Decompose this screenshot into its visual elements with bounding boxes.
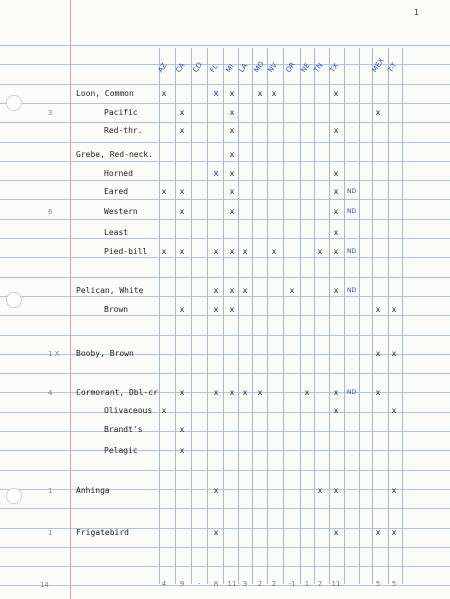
ruled-line — [0, 142, 450, 143]
ruled-line — [0, 238, 450, 239]
pencil-note: 1 X — [48, 350, 60, 358]
ruled-line — [0, 122, 450, 123]
species-name: Pacific — [104, 108, 138, 117]
ruled-line — [0, 257, 450, 258]
presence-mark: x — [257, 89, 263, 98]
column-line — [359, 48, 360, 584]
pencil-note: 1 — [48, 487, 53, 495]
ruled-line — [0, 412, 450, 413]
column-total: 1 — [304, 580, 310, 588]
column-total: 2 — [317, 580, 323, 588]
ruled-line — [0, 84, 450, 85]
column-total: 8 — [213, 580, 219, 588]
column-line — [207, 48, 208, 584]
column-total: 5 — [391, 580, 397, 588]
page-number: 1 — [414, 8, 420, 17]
presence-mark: x — [229, 169, 235, 178]
species-name: Anhinga — [76, 486, 110, 495]
presence-mark: x — [229, 286, 235, 295]
column-total: 3 — [242, 580, 248, 588]
column-line — [159, 48, 160, 584]
presence-mark: x — [179, 126, 185, 135]
column-line — [329, 48, 330, 584]
presence-mark: x — [333, 207, 339, 216]
presence-mark: x — [333, 486, 339, 495]
presence-mark: x — [333, 187, 339, 196]
column-total: 2 — [257, 580, 263, 588]
species-name: Frigatebird — [76, 528, 129, 537]
presence-mark: x — [213, 169, 219, 179]
nd-note: ND — [347, 248, 357, 255]
column-total: 11 — [331, 580, 341, 588]
ruled-line — [0, 315, 450, 316]
presence-mark: x — [391, 305, 397, 314]
column-line — [388, 48, 389, 584]
presence-mark: x — [229, 108, 235, 117]
presence-mark: x — [375, 388, 381, 397]
ruled-line — [0, 219, 450, 220]
species-name: Horned — [104, 169, 133, 178]
column-line — [402, 48, 403, 584]
nd-note: ND — [347, 389, 357, 396]
presence-mark: x — [179, 425, 185, 434]
column-line — [191, 48, 192, 584]
ruled-line — [0, 45, 450, 46]
nd-note: ND — [347, 208, 357, 215]
presence-mark: x — [213, 305, 219, 314]
ruled-line — [0, 566, 450, 567]
presence-mark: x — [229, 305, 235, 314]
binder-hole — [6, 95, 22, 111]
column-header: NE — [299, 61, 312, 74]
presence-mark: x — [391, 486, 397, 495]
column-line — [344, 48, 345, 584]
presence-mark: x — [213, 89, 219, 99]
column-total: - — [197, 580, 201, 588]
nd-note: ND — [347, 188, 357, 195]
column-line — [252, 48, 253, 584]
column-total: 11 — [227, 580, 237, 588]
presence-mark: x — [333, 286, 339, 295]
presence-mark: x — [229, 187, 235, 196]
species-name: Pied-bill — [104, 247, 148, 256]
presence-mark: x — [213, 286, 219, 295]
pencil-note: 1 — [48, 529, 53, 537]
presence-mark: x — [179, 108, 185, 117]
column-header: FL — [208, 62, 220, 74]
presence-mark: x — [271, 89, 277, 98]
column-header: CA — [174, 61, 187, 74]
pencil-note: 3 — [48, 109, 53, 117]
presence-mark: x — [333, 89, 339, 98]
column-line — [238, 48, 239, 584]
presence-mark: x — [229, 247, 235, 256]
column-header: OR — [284, 60, 297, 74]
column-header: LA — [237, 62, 250, 74]
presence-mark: x — [229, 150, 235, 159]
column-total: 4 — [161, 580, 167, 588]
presence-mark: x — [289, 286, 295, 295]
presence-mark: x — [333, 228, 339, 237]
ruled-line — [0, 103, 450, 104]
presence-mark: x — [161, 247, 167, 256]
column-header: AZ — [156, 61, 169, 74]
presence-mark: x — [375, 305, 381, 314]
ruled-line — [0, 508, 450, 509]
species-name: Red-thr. — [104, 126, 143, 135]
presence-mark: x — [271, 247, 277, 256]
presence-mark: x — [242, 388, 248, 397]
ruled-line — [0, 431, 450, 432]
presence-mark: x — [161, 406, 167, 415]
presence-mark: x — [161, 187, 167, 196]
pencil-note: 6 — [48, 208, 53, 216]
presence-mark: x — [375, 349, 381, 358]
column-total: -1 — [288, 580, 296, 588]
column-header: T-T — [386, 61, 399, 74]
pencil-note: 4 — [48, 389, 53, 397]
presence-mark: x — [391, 349, 397, 358]
ruled-line — [0, 450, 450, 451]
species-name: Brandt's — [104, 425, 143, 434]
presence-mark: x — [317, 486, 323, 495]
presence-mark: x — [179, 388, 185, 397]
ruled-line — [0, 161, 450, 162]
presence-mark: x — [179, 247, 185, 256]
presence-mark: x — [242, 286, 248, 295]
presence-mark: x — [333, 528, 339, 537]
column-header: TX — [328, 61, 341, 74]
column-line — [283, 48, 284, 584]
column-header: CO — [191, 60, 204, 74]
presence-mark: x — [213, 247, 219, 256]
column-total: 2 — [271, 580, 277, 588]
species-name: Grebe, Red-neck. — [76, 150, 154, 159]
species-name: Least — [104, 228, 129, 237]
presence-mark: x — [333, 388, 339, 397]
ruled-line — [0, 547, 450, 548]
presence-mark: x — [391, 406, 397, 415]
nd-note: ND — [347, 287, 357, 294]
column-header: MI — [224, 62, 236, 74]
presence-mark: x — [229, 89, 235, 98]
column-line — [267, 48, 268, 584]
margin-line — [70, 0, 71, 599]
ruled-line — [0, 335, 450, 336]
ruled-line — [0, 373, 450, 374]
presence-mark: x — [179, 446, 185, 455]
column-total: 9 — [179, 580, 185, 588]
ruled-line — [0, 296, 450, 297]
binder-hole — [6, 488, 22, 504]
column-line — [175, 48, 176, 584]
ruled-line — [0, 180, 450, 181]
presence-mark: x — [375, 528, 381, 537]
binder-hole — [6, 292, 22, 308]
presence-mark: x — [333, 126, 339, 135]
presence-mark: x — [213, 486, 219, 495]
column-header: TN — [312, 61, 325, 74]
ruled-line — [0, 199, 450, 200]
presence-mark: x — [229, 126, 235, 135]
column-total: 5 — [375, 580, 381, 588]
presence-mark: x — [179, 305, 185, 314]
presence-mark: x — [213, 388, 219, 397]
column-header: MO — [252, 59, 266, 74]
presence-mark: x — [333, 169, 339, 178]
presence-mark: x — [391, 528, 397, 537]
column-line — [314, 48, 315, 584]
column-line — [223, 48, 224, 584]
presence-mark: x — [229, 207, 235, 216]
presence-mark: x — [179, 207, 185, 216]
species-name: Loon, Common — [76, 89, 134, 98]
species-name: Brown — [104, 305, 129, 314]
presence-mark: x — [257, 388, 263, 397]
presence-mark: x — [242, 247, 248, 256]
presence-mark: x — [375, 108, 381, 117]
ruled-line — [0, 489, 450, 490]
species-name: Western — [104, 207, 138, 216]
species-name: Eared — [104, 187, 129, 196]
presence-mark: x — [179, 187, 185, 196]
presence-mark: x — [333, 247, 339, 256]
ruled-line — [0, 470, 450, 471]
column-header: NV — [266, 61, 279, 74]
presence-mark: x — [229, 388, 235, 397]
footer-pencil-note: 14 — [40, 581, 49, 589]
column-line — [372, 48, 373, 584]
presence-mark: x — [161, 89, 167, 98]
column-line — [300, 48, 301, 584]
species-name: Cormorant, Dbl-cr — [76, 388, 158, 397]
presence-mark: x — [333, 406, 339, 415]
species-name: Olivaceous — [104, 406, 153, 415]
column-header: MEX — [370, 56, 386, 74]
species-name: Pelican, White — [76, 286, 144, 295]
presence-mark: x — [304, 388, 310, 397]
ruled-line — [0, 277, 450, 278]
species-name: Booby, Brown — [76, 349, 134, 358]
presence-mark: x — [317, 247, 323, 256]
species-name: Pelagic — [104, 446, 138, 455]
presence-mark: x — [213, 528, 219, 537]
